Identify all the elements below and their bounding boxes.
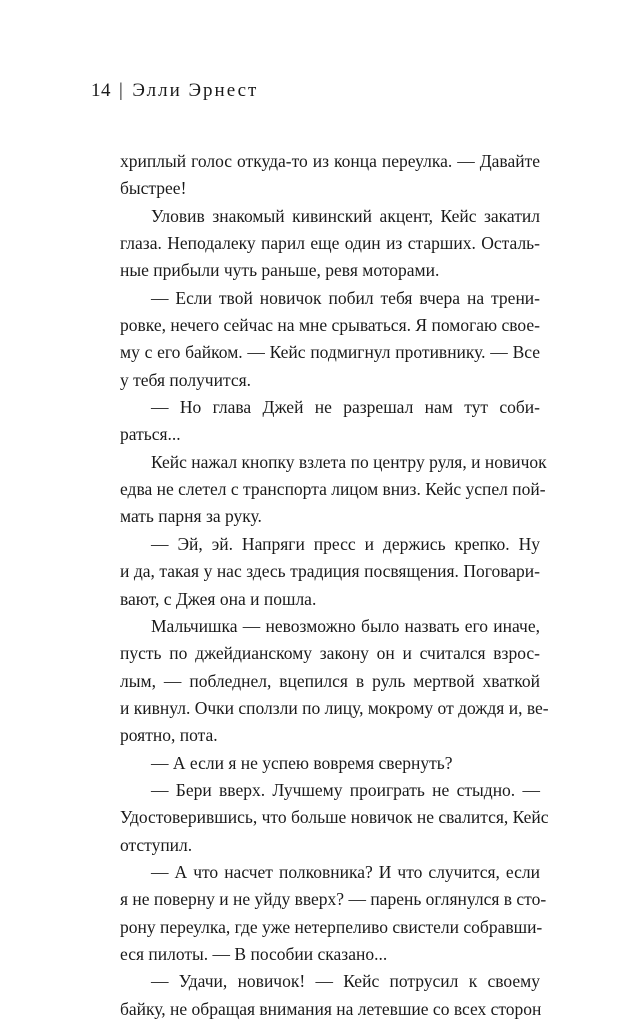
paragraph bbox=[120, 394, 540, 449]
text-line: Кейс нажал кнопку взлета по центру руля, и новичок bbox=[151, 451, 547, 472]
text-line: раться... bbox=[120, 424, 181, 445]
text-line: и кивнул. Очки сползли по лицу, мокрому от дождя и, ве- bbox=[120, 697, 549, 718]
body-text bbox=[120, 148, 549, 1023]
text-line: му с его байком. — Кейс подмигнул противнику. — Все bbox=[120, 342, 540, 363]
text-line: Мальчишка — невозможно было назвать его иначе, bbox=[151, 615, 540, 636]
text-line: — А если я не успею вовремя свернуть? bbox=[151, 752, 453, 773]
paragraph bbox=[120, 859, 547, 968]
header-separator: | bbox=[119, 80, 124, 101]
text-line: едва не слетел с транспорта лицом вниз. Кейс успел пой- bbox=[120, 479, 546, 500]
paragraph bbox=[120, 750, 540, 777]
paragraph bbox=[120, 531, 540, 613]
text-line: — Бери вверх. Лучшему проиграть не стыдно. — bbox=[151, 779, 540, 800]
text-line: — Удачи, новичок! — Кейс потрусил к своему bbox=[151, 971, 540, 992]
text-line: байку, не обращая внимания на летевшие со всех сторон bbox=[120, 998, 542, 1019]
text-line: ные прибыли чуть раньше, ревя моторами. bbox=[120, 260, 440, 281]
text-line: ровке, нечего сейчас на мне срываться. Я помогаю свое- bbox=[120, 315, 540, 336]
text-line: — Если твой новичок побил тебя вчера на трени- bbox=[151, 287, 540, 308]
running-head bbox=[91, 80, 258, 102]
page-number: 14 bbox=[91, 80, 111, 101]
text-line: еся пилоты. — В пособии сказано... bbox=[120, 943, 388, 964]
paragraph bbox=[120, 777, 549, 859]
text-line: рону переулка, где уже нетерпеливо свистели собравши- bbox=[120, 916, 543, 937]
text-line: — Эй, эй. Напряги пресс и держись крепко. Ну bbox=[151, 533, 540, 554]
text-line: Удостоверившись, что больше новичок не свалится, Кейс bbox=[120, 807, 549, 828]
paragraph bbox=[120, 203, 540, 285]
text-line: я не поверну и не уйду вверх? — парень оглянулся в сто- bbox=[120, 889, 547, 910]
text-line: лым, — побледнел, вцепился в руль мертвой хваткой bbox=[120, 670, 540, 691]
paragraph bbox=[120, 449, 547, 531]
text-line: глаза. Неподалеку парил еще один из старших. Осталь- bbox=[120, 233, 540, 254]
book-author: Элли Эрнест bbox=[132, 80, 259, 101]
text-line: — Но глава Джей не разрешал нам тут соби- bbox=[151, 397, 540, 418]
paragraph bbox=[120, 613, 549, 750]
text-line: и да, такая у нас здесь традиция посвящения. Поговари- bbox=[120, 561, 540, 582]
text-line: роятно, пота. bbox=[120, 725, 218, 746]
paragraph bbox=[120, 148, 540, 203]
text-line: Уловив знакомый кивинский акцент, Кейс закатил bbox=[151, 205, 540, 226]
paragraph bbox=[120, 285, 540, 394]
text-line: вают, с Джея она и пошла. bbox=[120, 588, 317, 609]
text-line: отступил. bbox=[120, 834, 193, 855]
text-line: — А что насчет полковника? И что случится, если bbox=[151, 861, 540, 882]
text-line: у тебя получится. bbox=[120, 369, 252, 390]
paragraph bbox=[120, 968, 540, 1023]
text-line: хриплый голос откуда-то из конца переулка. — Давайте bbox=[120, 151, 540, 171]
text-line: пусть по джейдианскому закону он и считался взрос- bbox=[120, 643, 540, 664]
text-line: мать парня за руку. bbox=[120, 506, 262, 527]
text-line: быстрее! bbox=[120, 178, 187, 199]
